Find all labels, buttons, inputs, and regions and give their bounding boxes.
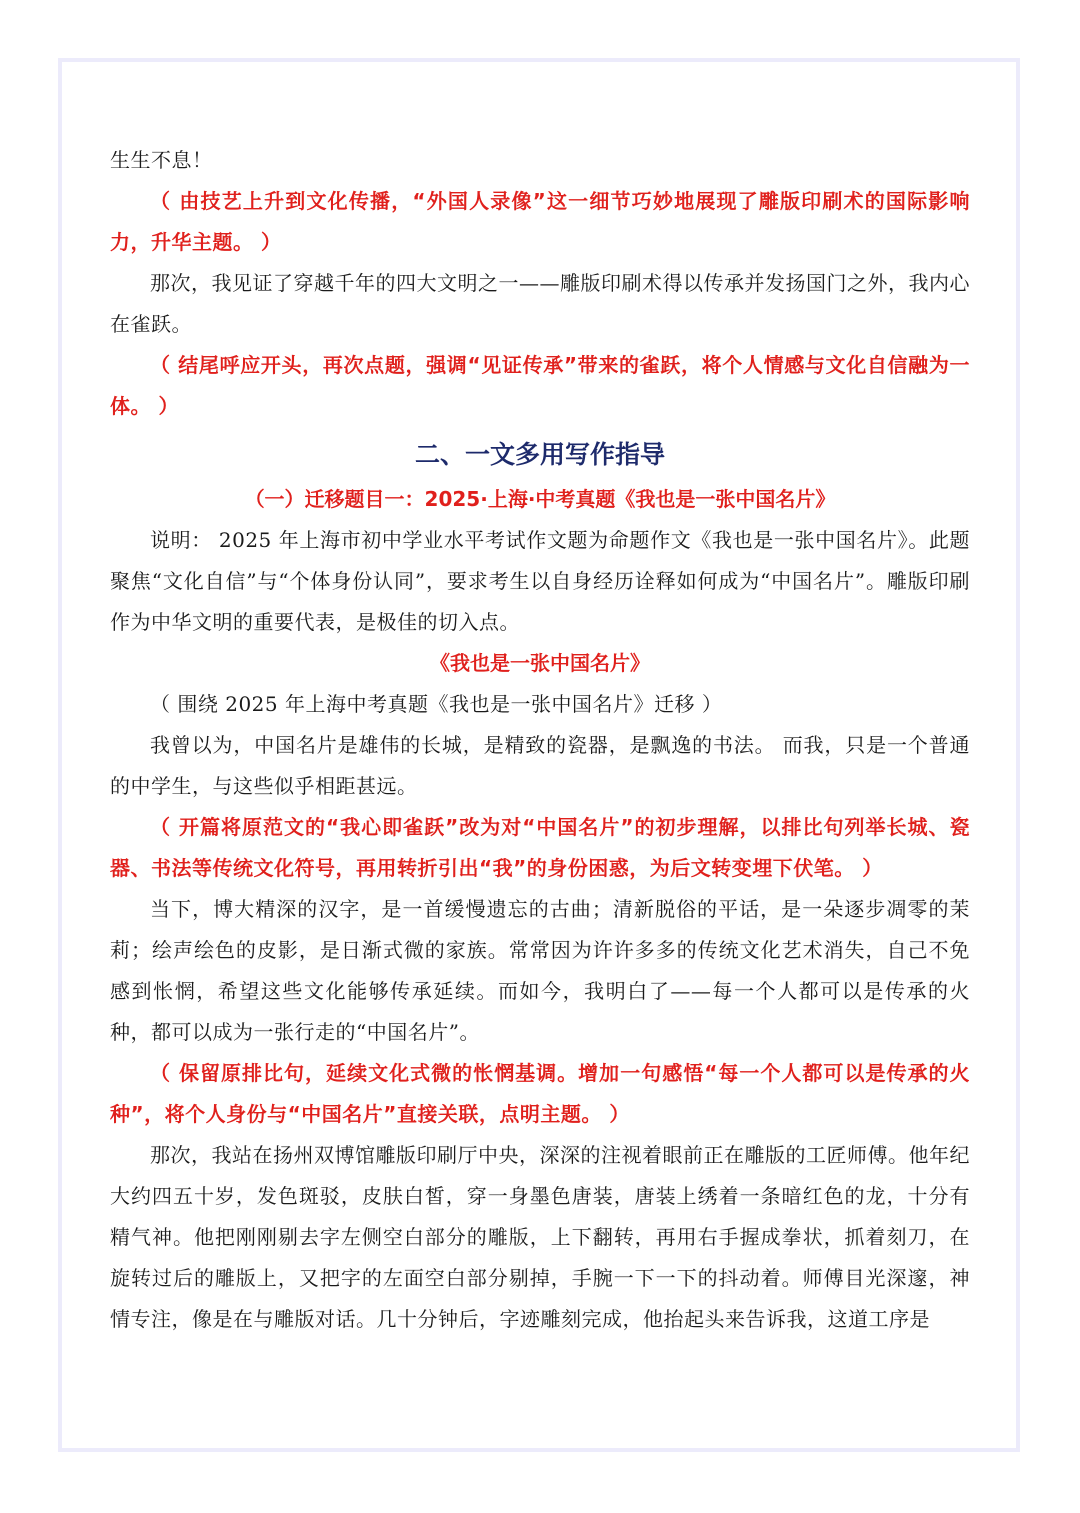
annotation-note: （ 由技艺上升到文化传播，“外国人录像”这一细节巧妙地展现了雕版印刷术的国际影响力，升华主题。 ） [110, 189, 970, 254]
document-content [110, 140, 970, 1340]
body-paragraph: 那次，我站在扬州双博馆雕版印刷厅中央，深深的注视着眼前正在雕版的工匠师傅。他年纪大约四五十岁，发色斑驳，皮肤白皙，穿一身墨色唐装，唐装上绣着一条暗红色的龙，十分有精气神。他把刚刚剔去字左侧空白部分的雕版，上下翻转，再用右手握成拳状，抓着刻刀，在旋转过后的雕版上，又把字的左面空白部分剔掉，手腕一下一下的抖动着。师傅目光深邃，神情专注，像是在与雕版对话。几十分钟后，字迹雕刻完成，他抬起头来告诉我，这道工序是 [110, 1143, 970, 1331]
body-paragraph: 我曾以为，中国名片是雄伟的长城，是精致的瓷器，是飘逸的书法。 而我，只是一个普通的中学生，与这些似乎相距甚远。 [110, 733, 970, 798]
annotation-note: （ 开篇将原范文的“我心即雀跃”改为对“中国名片”的初步理解，以排比句列举长城、瓷器、书法等传统文化符号，再用转折引出“我”的身份困惑，为后文转变埋下伏笔。 ） [110, 815, 970, 880]
continuation-text: 生生不息！ [110, 148, 213, 172]
essay-subtitle: （ 围绕 2025 年上海中考真题《我也是一张中国名片》迁移 ） [150, 692, 723, 716]
essay-title: 《我也是一张中国名片》 [430, 651, 650, 675]
body-paragraph: 那次，我见证了穿越千年的四大文明之一——雕版印刷术得以传承并发扬国门之外，我内心在雀跃。 [110, 271, 970, 336]
annotation-note: （ 保留原排比句，延续文化式微的怅惘基调。增加一句感悟“每一个人都可以是传承的火种”，将个人身份与“中国名片”直接关联，点明主题。 ） [110, 1061, 970, 1126]
body-paragraph: 当下，博大精深的汉字，是一首缓慢遗忘的古曲；清新脱俗的平话，是一朵逐步凋零的茉莉；绘声绘色的皮影，是日渐式微的家族。常常因为许许多多的传统文化艺术消失，自己不免感到怅惘，希望这些文化能够传承延续。而如今，我明白了——每一个人都可以是传承的火种，都可以成为一张行走的“中国名片”。 [110, 897, 970, 1044]
annotation-note: （ 结尾呼应开头，再次点题，强调“见证传承”带来的雀跃，将个人情感与文化自信融为一体。 ） [110, 353, 970, 418]
section-heading: 二、一文多用写作指导 [414, 440, 665, 469]
explanation-paragraph: 说明： 2025 年上海市初中学业水平考试作文题为命题作文《我也是一张中国名片》。此题聚焦“文化自信”与“个体身份认同”，要求考生以自身经历诠释如何成为“中国名片”。雕版印刷作为中华文明的重要代表，是极佳的切入点。 [110, 528, 970, 634]
subsection-heading: （一）迁移题目一：2025·上海·中考真题《我也是一张中国名片》 [244, 487, 836, 511]
